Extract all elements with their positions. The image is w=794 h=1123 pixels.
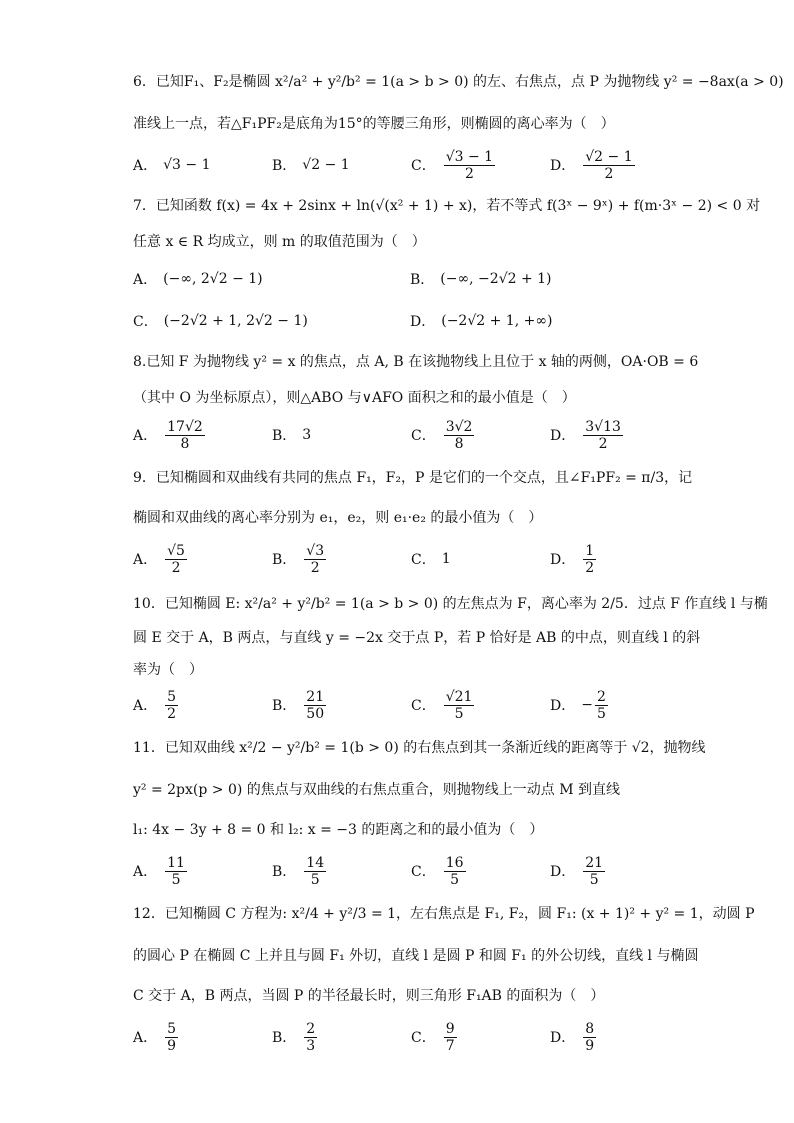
q7-option-c[interactable]: C． (−2√2 + 1, 2√2 − 1) — [133, 313, 308, 330]
fraction: $\frac{2}{5}$ — [596, 688, 606, 722]
fraction: $\frac{3√13}{2}$ — [585, 418, 621, 452]
q7-options-row-2 — [133, 308, 733, 334]
q9-option-a[interactable]: A． $\frac{√5}{2}$ — [133, 542, 185, 576]
q9-stem-line-2: 椭圆和双曲线的离心率分别为 e₁，e₂，则 e₁·e₂ 的最小值为（ ） — [133, 510, 543, 526]
q12-stem-line-3: C 交于 A，B 两点，当圆 P 的半径最长时，则三角形 F₁AB 的面积为（ ） — [133, 988, 605, 1004]
fraction: $\frac{1}{2}$ — [585, 542, 595, 576]
q9-options — [133, 538, 733, 580]
q12-stem-line-1: 12．已知椭圆 C 方程为: x²/4 + y²/3 = 1，左右焦点是 F₁, F₂，圆 F₁: (x + 1)² + y² = 1，动圆 P — [133, 906, 755, 922]
q10-stem-line-2: 圆 E 交于 A，B 两点，与直线 y = −2x 交于点 P，若 P 恰好是 AB 的中点，则直线 l 的斜 — [133, 630, 701, 646]
q11-stem-line-2: y² = 2px(p > 0) 的焦点与双曲线的右焦点重合，则抛物线上一动点 M 到直线 — [133, 782, 621, 798]
q10-option-c[interactable]: C． $\frac{√21}{5}$ — [411, 688, 473, 722]
q8-options — [133, 414, 733, 456]
q7-option-d[interactable]: D． (−2√2 + 1, +∞) — [410, 313, 553, 330]
fraction: $\frac{√21}{5}$ — [445, 688, 473, 722]
q12-option-a[interactable]: A． $\frac{5}{9}$ — [133, 1020, 177, 1054]
q11-option-b[interactable]: B． $\frac{14}{5}$ — [272, 854, 325, 888]
fraction: $\frac{17√2}{8}$ — [167, 418, 203, 452]
fraction: $\frac{11}{5}$ — [167, 854, 185, 888]
q8-option-a[interactable]: A． $\frac{17√2}{8}$ — [133, 418, 203, 452]
q10-option-d[interactable]: D． − $\frac{2}{5}$ — [550, 688, 606, 722]
fraction: $\frac{√3 - 1}{2}$ — [445, 148, 494, 182]
q12-option-c[interactable]: C． $\frac{9}{7}$ — [411, 1020, 455, 1054]
q10-stem-line-3: 率为（ ） — [133, 662, 203, 678]
q6-option-c[interactable]: C． $\frac{√3 - 1}{2}$ — [411, 148, 494, 182]
q9-option-c[interactable]: C． 1 — [411, 551, 451, 568]
fraction: $\frac{21}{5}$ — [585, 854, 604, 888]
q8-option-b[interactable]: B． 3 — [272, 427, 312, 444]
fraction: $\frac{√2 - 1}{2}$ — [585, 148, 633, 182]
q12-option-b[interactable]: B． $\frac{2}{3}$ — [272, 1020, 316, 1054]
q9-stem-line-1: 9．已知椭圆和双曲线有共同的焦点 F₁，F₂，P 是它们的一个交点，且∠F₁PF₂ = π/3，记 — [133, 470, 693, 486]
q10-options — [133, 684, 733, 726]
fraction: $\frac{5}{2}$ — [167, 688, 177, 722]
q7-stem-line-1: 7．已知函数 f(x) = 4x + 2sinx + ln(√(x² + 1) + x)，若不等式 f(3ˣ − 9ˣ) + f(m·3ˣ − 2) < 0 对 — [133, 198, 761, 214]
fraction: $\frac{8}{9}$ — [585, 1020, 595, 1054]
q8-option-d[interactable]: D． $\frac{3√13}{2}$ — [550, 418, 621, 452]
q10-option-b[interactable]: B． $\frac{21}{50}$ — [272, 688, 325, 722]
q7-options-row-1 — [133, 266, 733, 292]
fraction: $\frac{√5}{2}$ — [167, 542, 185, 576]
q11-option-c[interactable]: C． $\frac{16}{5}$ — [411, 854, 464, 888]
q8-stem-line-2: （其中 O 为坐标原点），则△ABO 与∨AFO 面积之和的最小值是（ ） — [133, 390, 576, 406]
q10-stem-line-1: 10．已知椭圆 E: x²/a² + y²/b² = 1(a > b > 0) 的左焦点为 F，离心率为 2/5．过点 F 作直线 l 与椭 — [133, 596, 768, 612]
q6-option-d[interactable]: D． $\frac{√2 - 1}{2}$ — [550, 148, 633, 182]
q7-stem-line-2: 任意 x ∈ R 均成立，则 m 的取值范围为（ ） — [133, 234, 426, 250]
q7-option-a[interactable]: A． (−∞, 2√2 − 1) — [133, 271, 263, 288]
q11-options — [133, 850, 733, 892]
q6-option-a[interactable]: A． √3 − 1 — [133, 157, 211, 174]
q8-option-c[interactable]: C． $\frac{3√2}{8}$ — [411, 418, 473, 452]
q6-options — [133, 144, 733, 186]
q9-option-b[interactable]: B． $\frac{√3}{2}$ — [272, 542, 325, 576]
q12-option-d[interactable]: D． $\frac{8}{9}$ — [550, 1020, 595, 1054]
q11-option-a[interactable]: A． $\frac{11}{5}$ — [133, 854, 185, 888]
fraction: $\frac{16}{5}$ — [445, 854, 464, 888]
q11-stem-line-3: l₁: 4x − 3y + 8 = 0 和 l₂: x = −3 的距离之和的最小值为（ ） — [133, 822, 544, 838]
fraction: $\frac{√3}{2}$ — [306, 542, 325, 576]
fraction: $\frac{5}{9}$ — [167, 1020, 177, 1054]
q10-option-a[interactable]: A． $\frac{5}{2}$ — [133, 688, 177, 722]
q6-stem-line-2: 准线上一点，若△F₁PF₂是底角为15°的等腰三角形，则椭圆的离心率为（ ） — [133, 116, 615, 132]
q6-option-b[interactable]: B． √2 − 1 — [272, 157, 350, 174]
q12-stem-line-2: 的圆心 P 在椭圆 C 上并且与圆 F₁ 外切，直线 l 是圆 P 和圆 F₁ 的外公切线，直线 l 与椭圆 — [133, 948, 699, 964]
q12-options — [133, 1016, 733, 1058]
q11-option-d[interactable]: D． $\frac{21}{5}$ — [550, 854, 604, 888]
fraction: $\frac{9}{7}$ — [445, 1020, 455, 1054]
fraction: $\frac{14}{5}$ — [306, 854, 325, 888]
fraction: $\frac{21}{50}$ — [306, 688, 325, 722]
q9-option-d[interactable]: D． $\frac{1}{2}$ — [550, 542, 595, 576]
fraction: $\frac{2}{3}$ — [306, 1020, 316, 1054]
q6-stem-line-1: 6．已知F₁、F₂是椭圆 x²/a² + y²/b² = 1(a > b > 0) 的左、右焦点，点 P 为抛物线 y² = −8ax(a > 0) — [133, 74, 784, 90]
q7-option-b[interactable]: B． (−∞, −2√2 + 1) — [410, 271, 552, 288]
fraction: $\frac{3√2}{8}$ — [445, 418, 473, 452]
q8-stem-line-1: 8.已知 F 为抛物线 y² = x 的焦点，点 A, B 在该抛物线上且位于 x 轴的两侧，OA·OB = 6 — [133, 354, 699, 370]
q11-stem-line-1: 11．已知双曲线 x²/2 − y²/b² = 1(b > 0) 的右焦点到其一条渐近线的距离等于 √2，抛物线 — [133, 740, 706, 756]
